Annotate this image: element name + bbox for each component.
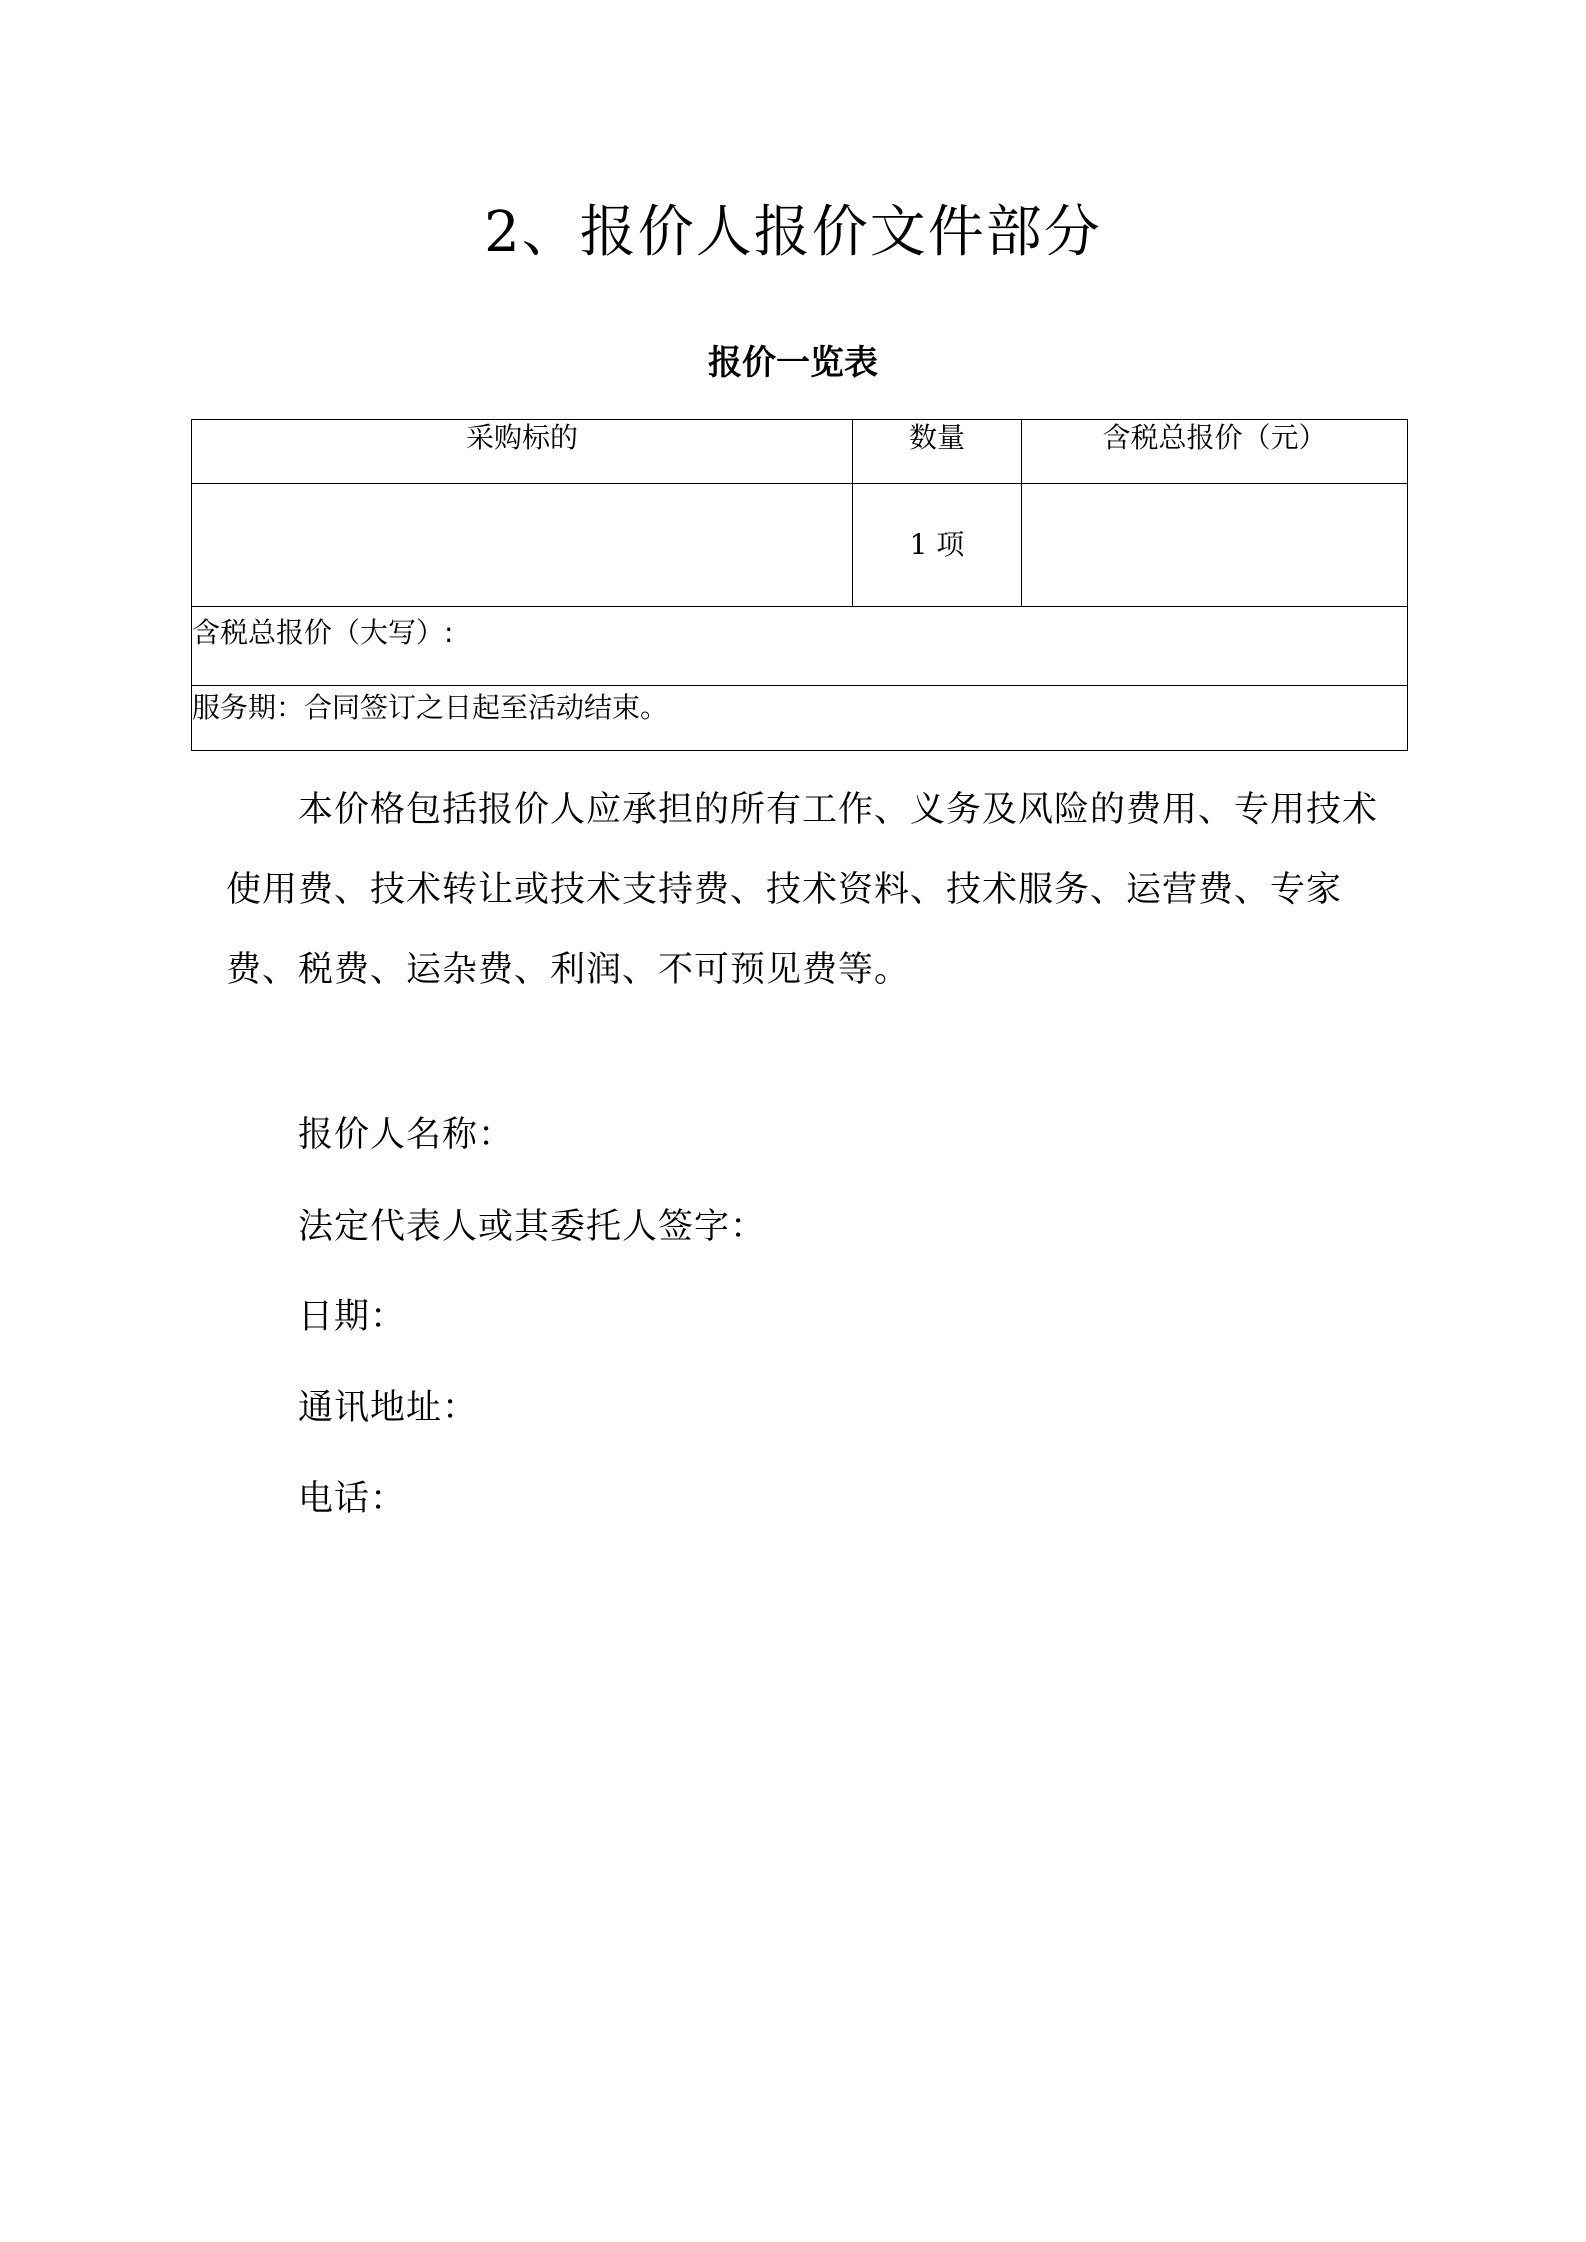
phone-label: 电话： <box>298 1479 407 1519</box>
service-period-row <box>192 686 1408 751</box>
table-caption: 报价一览表 <box>708 343 878 383</box>
total-in-words-row <box>192 607 1408 686</box>
header-total-price: 含税总报价（元） <box>1022 420 1408 484</box>
service-period: 服务期：合同签订之日起至活动结束。 <box>192 686 1408 751</box>
total-in-words-label: 含税总报价（大写）: <box>192 607 1408 686</box>
page-title: 2、报价人报价文件部分 <box>484 200 1102 265</box>
date-label: 日期： <box>298 1297 407 1337</box>
quote-table <box>191 419 1408 751</box>
cell-item <box>192 484 853 607</box>
bidder-name-label: 报价人名称： <box>298 1115 515 1155</box>
cell-total-price <box>1022 484 1408 607</box>
header-quantity: 数量 <box>853 420 1022 484</box>
table-header-row <box>192 420 1408 484</box>
cell-quantity: 1 项 <box>853 484 1022 607</box>
table-row <box>192 484 1408 607</box>
price-description: 本价格包括报价人应承担的所有工作、义务及风险的费用、专用技术使用费、技术转让或技术支持费、技术资料、技术服务、运营费、专家费、税费、运杂费、利润、不可预见费等。 <box>226 790 1379 990</box>
header-item: 采购标的 <box>192 420 853 484</box>
address-label: 通讯地址： <box>298 1388 479 1428</box>
representative-signature-label: 法定代表人或其委托人签字： <box>298 1207 767 1247</box>
